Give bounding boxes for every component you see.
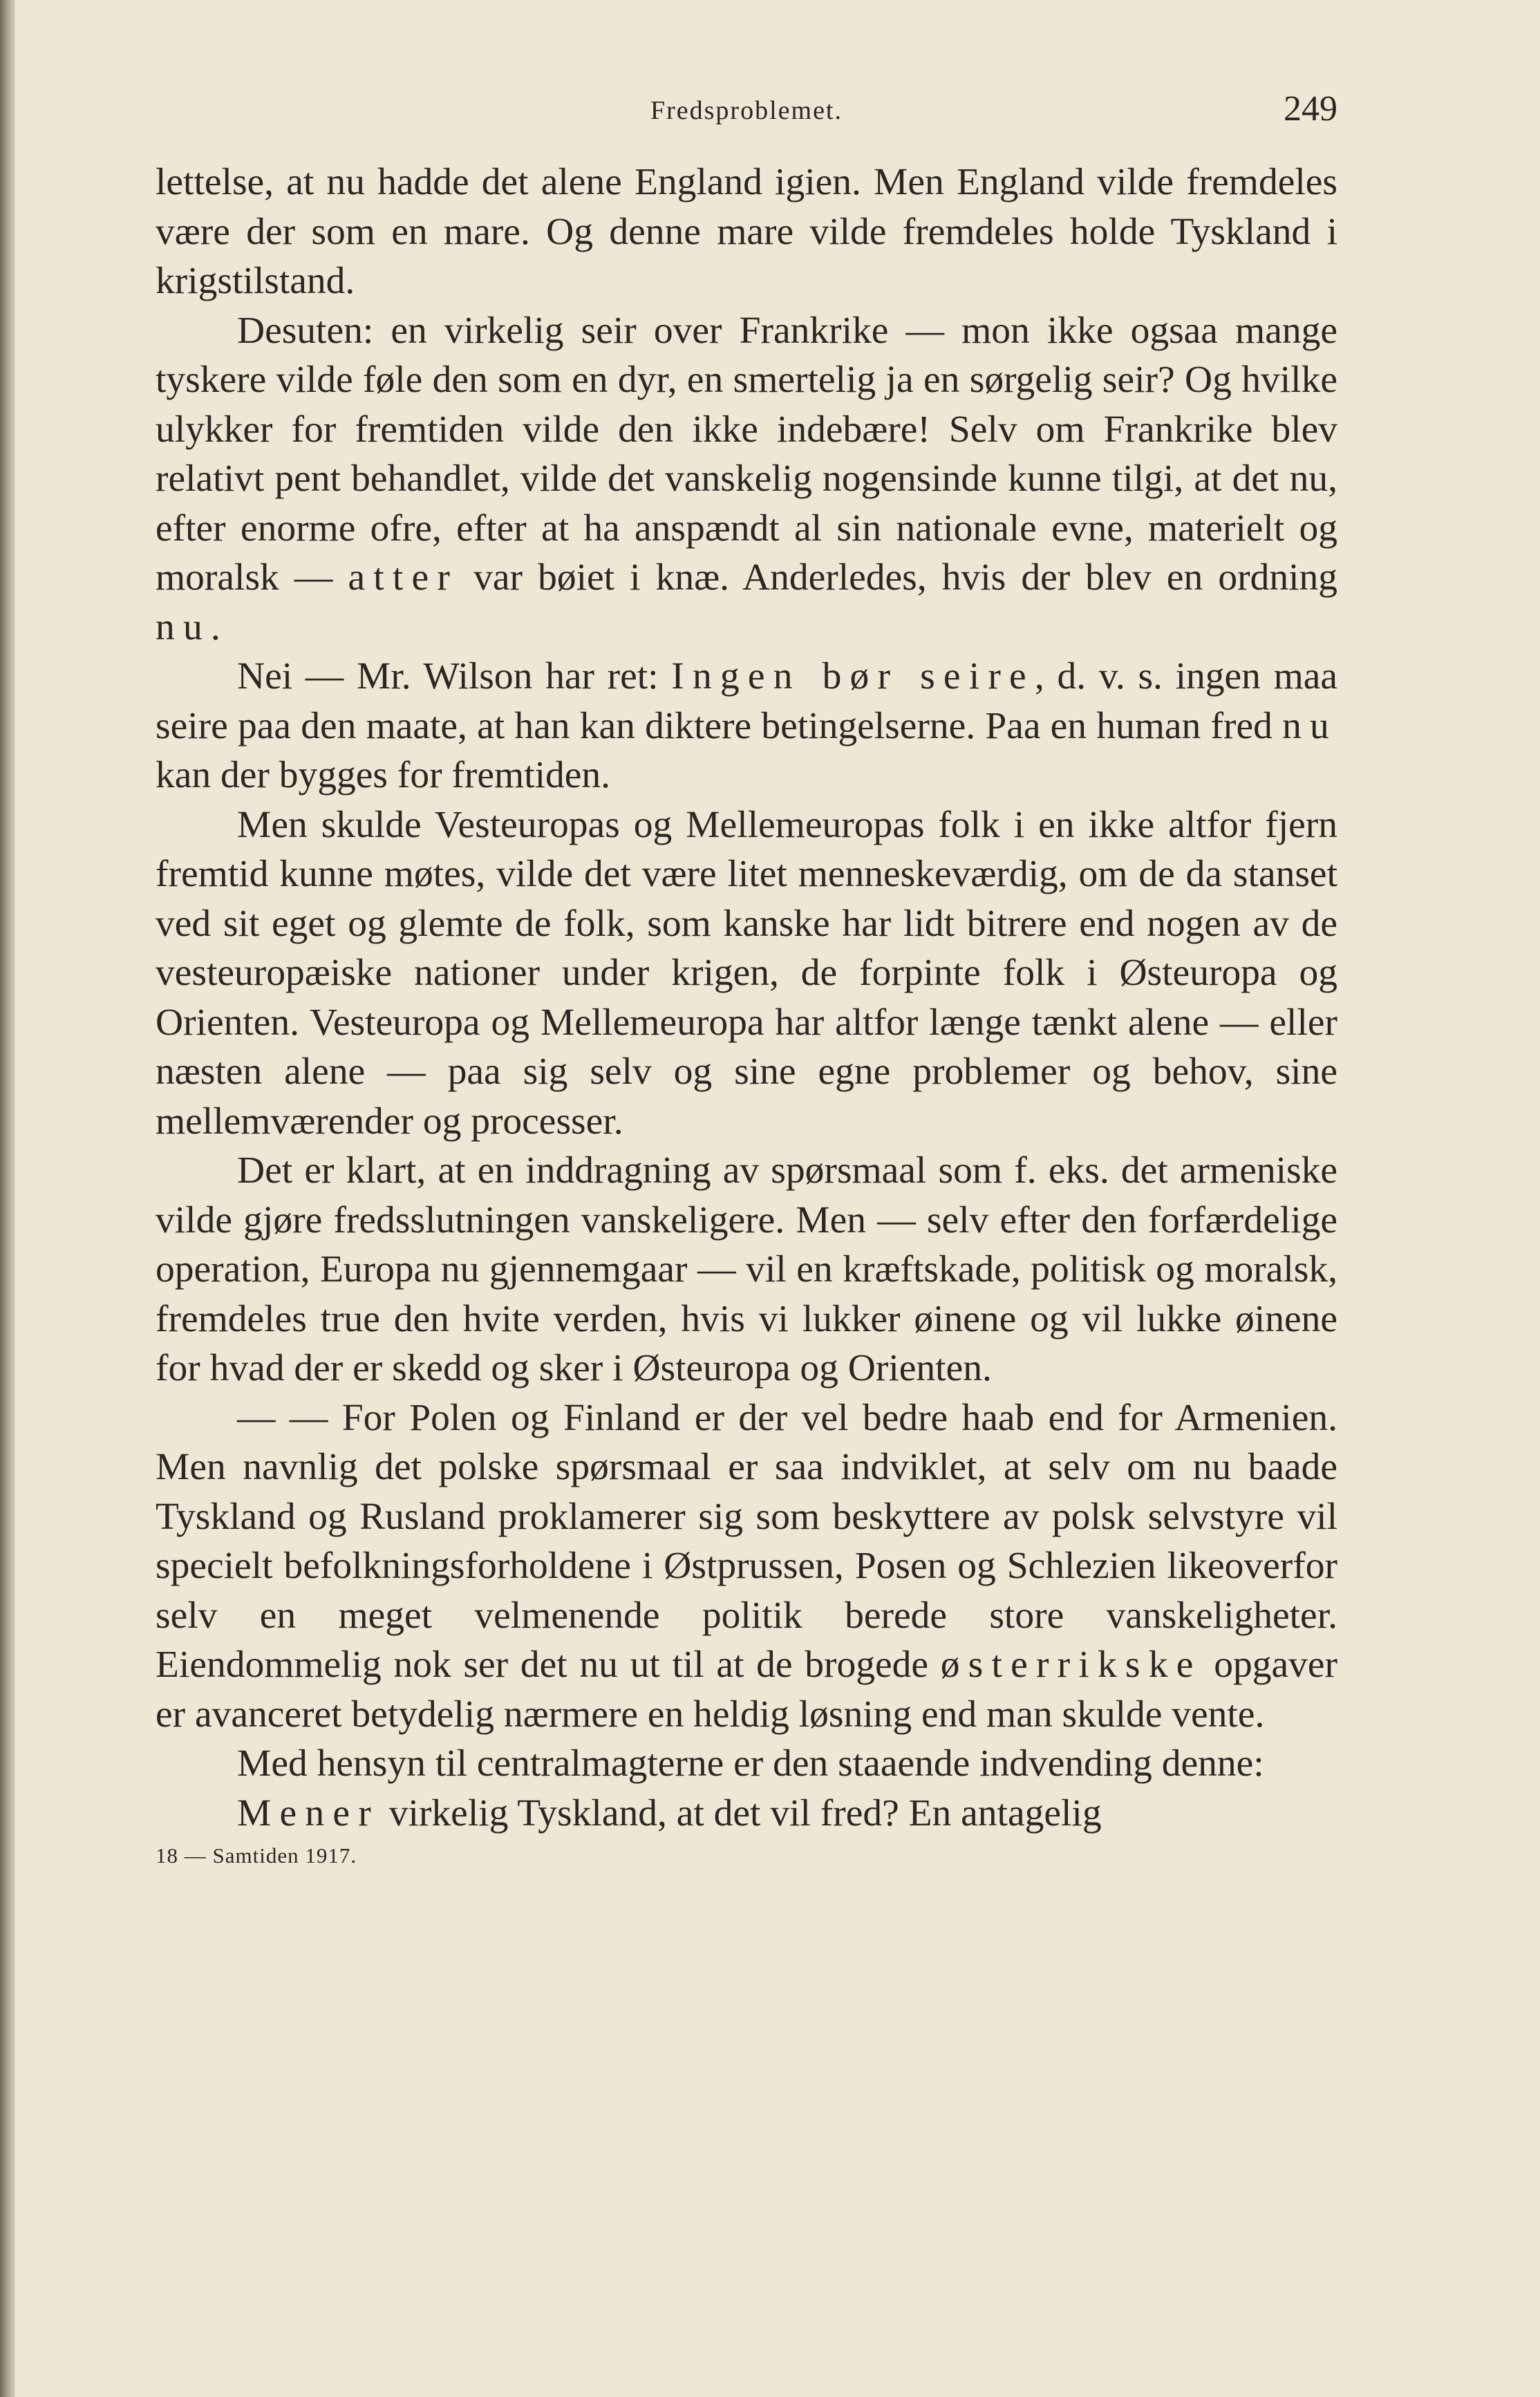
text-run: Desuten: en virkelig seir over Frankrike — mon ikke ogsaa mange tyskere vilde føle den som en dyr, en smertelig ja en sørgelig seir? Og hvilke ulykker for fremtiden vilde den ikke indebære! Selv om Frankrike blev relativt pent behandlet, vilde det vanskelig nogensinde kunne tilgi, at det nu, efter enorme ofre, efter at ha anspændt al sin nationale evne, materielt og moralsk — xyxy=(156,309,1337,599)
paragraph xyxy=(156,158,1337,306)
emphasized-text: nu xyxy=(1282,704,1337,747)
text-run: var bøiet i knæ. Anderledes, hvis der blev en ordning xyxy=(458,556,1337,599)
paragraph xyxy=(156,652,1337,800)
text-run: lettelse, at nu hadde det alene England igien. Men England vilde fremdeles være der som en mare. Og denne mare vilde fremdeles holde Tyskland i krigstilstand. xyxy=(156,161,1337,302)
text-run: — — For Polen og Finland er der vel bedre haab end for Armenien. Men navnlig det polske spørsmaal er saa indviklet, at selv om nu baade Tyskland og Rusland proklamerer sig som beskyttere av polsk selvstyre vil specielt befolkningsforholdene i Østprussen, Posen og Schlezien likeoverfor selv en meget velmenende politik berede store vanskeligheter. Eiendommelig nok ser det nu ut til at de brogede xyxy=(156,1396,1337,1686)
paragraph xyxy=(156,800,1337,1147)
text-run: Med hensyn til centralmagterne er den staaende indvending denne: xyxy=(237,1742,1264,1785)
text-run: Det er klart, at en inddragning av spørsmaal som f. eks. det armeniske vilde gjøre fredsslutningen vanskeligere. Men — selv efter den forfærdelige operation, Europa nu gjennemgaar — vil en kræftskade, politisk og moralsk, fremdeles true den hvite verden, hvis vi lukker øinene og vil lukke øinene for hvad der er skedd og sker i Østeuropa og Orienten. xyxy=(156,1149,1337,1389)
text-run: opgaver er avanceret betydelig nærmere en heldig løsning end man skulde vente. xyxy=(156,1644,1338,1736)
text-run: kan der bygges for fremtiden. xyxy=(156,754,611,796)
text-run: virkelig Tyskland, at det vil fred? En antagelig xyxy=(379,1792,1102,1834)
paragraph xyxy=(156,306,1337,652)
text-run: , d. v. s. ingen maa seire paa den maate, at han kan diktere betingelserne. Paa en human fred xyxy=(156,655,1338,747)
paragraph xyxy=(156,1789,1337,1839)
emphasized-text: østerrikske xyxy=(940,1644,1202,1686)
emphasized-text: Mener xyxy=(237,1792,379,1834)
running-title: Fredsproblemet. xyxy=(650,96,843,125)
book-page xyxy=(156,83,1337,1868)
text-run: Nei — Mr. Wilson har ret: xyxy=(237,655,672,697)
page-number: 249 xyxy=(1284,89,1337,129)
emphasized-text: nu xyxy=(156,605,211,648)
paragraph xyxy=(156,1739,1337,1789)
emphasized-text: atter xyxy=(348,556,459,599)
text-run: Men skulde Vesteuropas og Mellemeuropas folk i en ikke altfor fjern fremtid kunne møtes, vilde det være litet menneskeværdig, om de da stanset ved sit eget og glemte de folk, som kanske har lidt bitrere end nogen av de vesteuropæiske nationer under krigen, de forpinte folk i Østeuropa og Orienten. Vesteuropa og Mellemeuropa har altfor længe tænkt alene — eller næsten alene — paa sig selv og sine egne problemer og behov, sine mellemværender og processer. xyxy=(156,803,1337,1143)
emphasized-text: Ingen bør seire xyxy=(671,655,1035,697)
running-head xyxy=(156,83,1337,152)
body-text xyxy=(156,158,1337,1838)
paragraph xyxy=(156,1393,1337,1740)
book-binding-edge xyxy=(0,0,15,2397)
paragraph xyxy=(156,1146,1337,1393)
signature-line: 18 — Samtiden 1917. xyxy=(156,1843,357,1868)
text-run: . xyxy=(210,605,220,648)
